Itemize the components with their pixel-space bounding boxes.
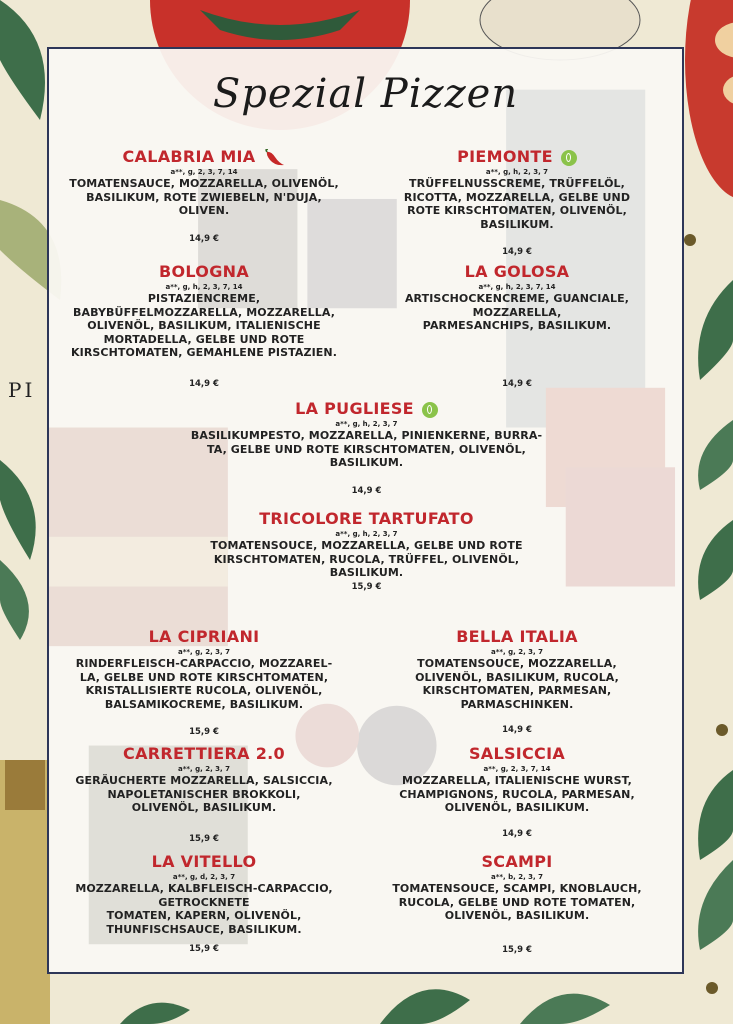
- menu-item-la-vitello: [54, 852, 354, 954]
- item-price: 14,9 €: [502, 828, 532, 839]
- item-allergens: a**, b, 2, 3, 7: [490, 873, 544, 881]
- item-allergens: a**, g, h, 2, 3, 7: [335, 420, 398, 428]
- item-name: BELLA ITALIA: [456, 627, 578, 646]
- item-description: MOZZARELLA, ITALIENISCHE WURST, CHAMPIGNONS, RUCOLA, PARMESAN, OLIVENÖL, BASILIKUM.: [399, 774, 635, 814]
- item-description: TOMATENSAUCE, MOZZARELLA, OLIVENÖL, BASILIKUM, ROTE ZWIEBELN, N'DUJA, OLIVEN.: [69, 177, 339, 217]
- menu-title: Spezial Pizzen: [212, 71, 519, 117]
- menu-card: [47, 47, 684, 974]
- item-allergens: a**, g, d, 2, 3, 7: [172, 873, 236, 881]
- menu-item-tricolore-tartufato: [139, 509, 594, 592]
- item-price: 14,9 €: [502, 378, 532, 389]
- item-name: LA GOLOSA: [464, 262, 570, 281]
- menu-item-calabria-mia: [54, 147, 354, 244]
- menu-item-bologna: [54, 262, 354, 389]
- item-description: PISTAZIENCREME, BABYBÜFFELMOZZARELLA, MOZZARELLA, OLIVENÖL, BASILIKUM, ITALIENISCHE MORTADELLA, GELBE UND ROTE KIRSCHTOMATEN, GEMAHLENE PISTAZIEN.: [71, 292, 337, 359]
- item-description: TOMATENSOUCE, MOZZARELLA, GELBE UND ROTE KIRSCHTOMATEN, RUCOLA, TRÜFFEL, OLIVENÖL, BASILIKUM.: [210, 539, 523, 579]
- item-allergens: a**, g, 2, 3, 7: [177, 765, 231, 773]
- item-name: LA CIPRIANI: [148, 627, 260, 646]
- item-name: SALSICCIA: [468, 744, 566, 763]
- item-price: 15,9 €: [189, 727, 219, 737]
- item-allergens: a**, g, h, 2, 3, 7: [485, 168, 549, 176]
- vegetarian-icon: [422, 402, 438, 418]
- item-description: BASILIKUMPESTO, MOZZARELLA, PINIENKERNE, BURRA- TA, GELBE UND ROTE KIRSCHTOMATEN, OLIVENÖL, BASILIKUM.: [190, 429, 543, 469]
- vegetarian-icon: [561, 150, 577, 166]
- item-name: PIEMONTE: [367, 147, 667, 167]
- menu-item-la-pugliese: [139, 399, 594, 496]
- item-name: CALABRIA MIA: [54, 147, 354, 167]
- item-allergens: a**, g, h, 2, 3, 7: [335, 530, 398, 538]
- item-description: TOMATENSOUCE, SCAMPI, KNOBLAUCH, RUCOLA, GELBE UND ROTE TOMATEN, OLIVENÖL, BASILIKUM.: [392, 882, 642, 922]
- item-description: TOMATENSOUCE, MOZZARELLA, OLIVENÖL, BASILIKUM, RUCOLA, KIRSCHTOMATEN, PARMESAN, PARMASCHINKEN.: [415, 657, 619, 711]
- item-price: 14,9 €: [502, 247, 532, 257]
- menu-item-carrettiera-2-0: [54, 744, 354, 844]
- item-name: TRICOLORE TARTUFATO: [259, 509, 474, 528]
- item-name: LA VITELLO: [151, 852, 257, 871]
- item-description: RINDERFLEISCH-CARPACCIO, MOZZAREL- LA, GELBE UND ROTE KIRSCHTOMATEN, KRISTALLISIERTE RUCOLA, OLIVENÖL, BALSAMIKOCREME, BASILIKUM.: [75, 657, 333, 711]
- item-description: GERÄUCHERTE MOZZARELLA, SALSICCIA, NAPOLETANISCHER BROKKOLI, OLIVENÖL, BASILIKUM.: [75, 774, 333, 814]
- item-allergens: a**, g, 2, 3, 7, 14: [170, 168, 238, 176]
- item-allergens: a**, g, h, 2, 3, 7, 14: [165, 283, 243, 291]
- menu-item-salsiccia: [367, 744, 667, 839]
- chili-icon: [263, 149, 285, 167]
- item-name: BOLOGNA: [158, 262, 250, 281]
- background-lettering: PI: [8, 378, 36, 402]
- item-name: LA PUGLIESE: [139, 399, 594, 419]
- item-allergens: a**, g, 2, 3, 7, 14: [483, 765, 551, 773]
- item-price: 15,9 €: [189, 833, 219, 844]
- item-name: CARRETTIERA 2.0: [123, 744, 285, 763]
- menu-item-scampi: [367, 852, 667, 955]
- item-price: 14,9 €: [351, 485, 382, 496]
- item-allergens: a**, g, 2, 3, 7: [490, 648, 544, 656]
- menu-item-piemonte: [367, 147, 667, 257]
- item-price: 15,9 €: [351, 581, 382, 592]
- item-price: 14,9 €: [189, 378, 219, 389]
- item-price: 14,9 €: [502, 725, 532, 735]
- menu-item-la-cipriani: [54, 627, 354, 737]
- item-description: TRÜFFELNUSSCREME, TRÜFFELÖL, RICOTTA, MOZZARELLA, GELBE UND ROTE KIRSCHTOMATEN, OLIVENÖL, BASILIKUM.: [403, 177, 631, 231]
- item-description: ARTISCHOCKENCREME, GUANCIALE, MOZZARELLA, PARMESANCHIPS, BASILIKUM.: [404, 292, 630, 332]
- item-price: 15,9 €: [189, 944, 219, 954]
- item-allergens: a**, g, 2, 3, 7: [177, 648, 231, 656]
- item-price: 15,9 €: [502, 944, 532, 955]
- item-allergens: a**, g, h, 2, 3, 7, 14: [478, 283, 556, 291]
- item-description: MOZZARELLA, KALBFLEISCH-CARPACCIO, GETROCKNETE TOMATEN, KAPERN, OLIVENÖL, THUNFISCHSAUCE, BASILIKUM.: [75, 882, 333, 936]
- item-name: SCAMPI: [481, 852, 553, 871]
- menu-item-bella-italia: [367, 627, 667, 735]
- item-price: 14,9 €: [189, 233, 219, 244]
- menu-item-la-golosa: [367, 262, 667, 389]
